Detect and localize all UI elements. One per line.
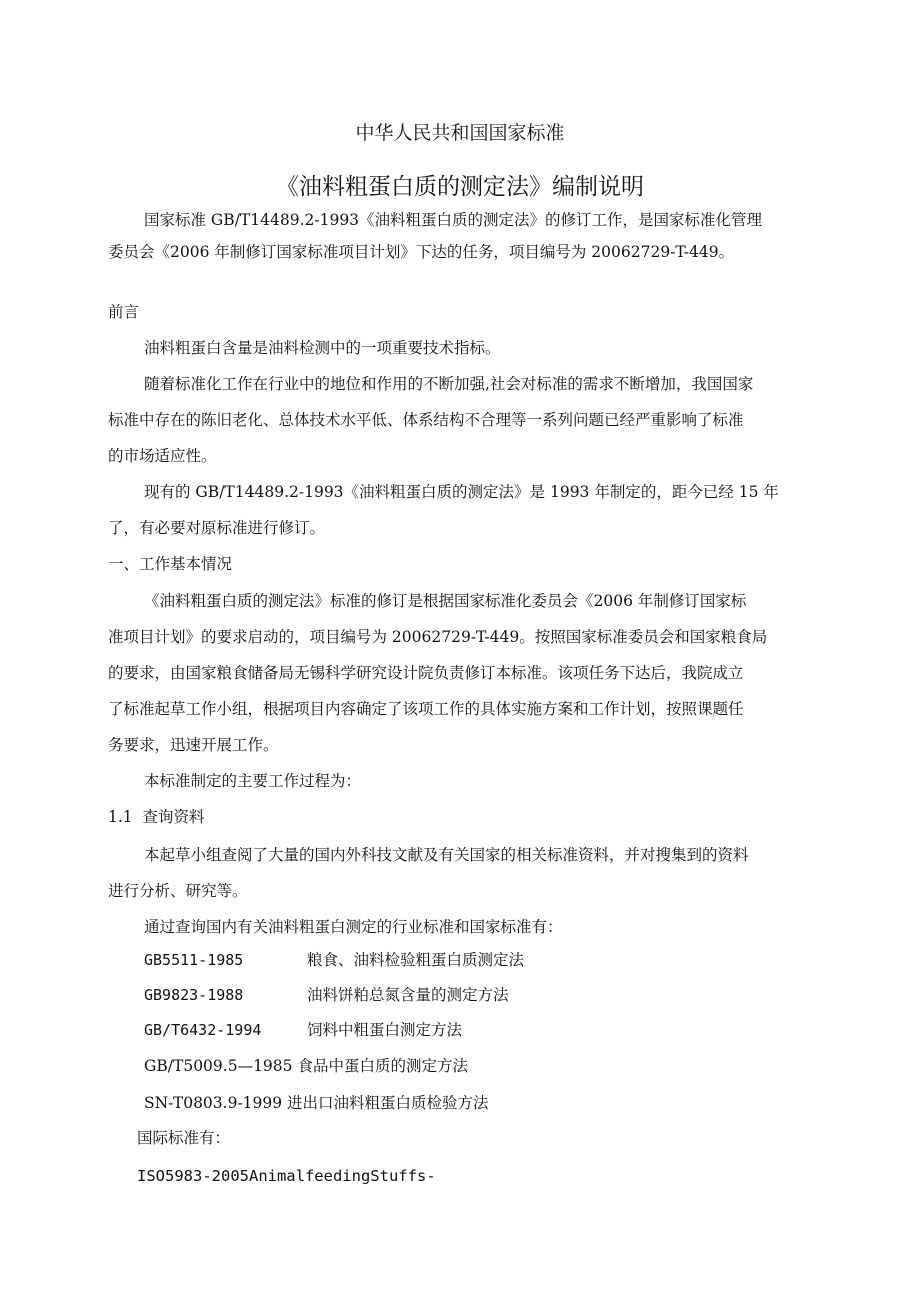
section-1-heading: 一、工作基本情况 [108, 555, 233, 573]
standard-code: GB/T6432-1994 [144, 1021, 262, 1039]
foreword-heading: 前言 [108, 303, 140, 321]
foreword-p2-line-2: 标准中存在的陈旧老化、总体技术水平低、体系结构不合理等一系列问题已经严重影响了标准 [108, 411, 744, 429]
section-1-paragraph-2: 本标准制定的主要工作过程为： [144, 772, 362, 790]
section-1-p1-line-1: 《油料粗蛋白质的测定法》标准的修订是根据国家标准化委员会《2006 年制修订国家标 [144, 592, 747, 610]
subsection-1-1-heading [108, 807, 205, 827]
subsection-p1-line-2: 进行分析、研究等。 [108, 882, 248, 900]
standard-name: 粮食、油料检验粗蛋白质测定法 [307, 951, 525, 969]
section-1-p1-line-4: 了标准起草工作小组，根据项目内容确定了该项工作的具体实施方案和工作计划，按照课题任 [108, 700, 744, 718]
subsection-p1-line-1: 本起草小组查阅了大量的国内外科技文献及有关国家的相关标准资料，并对搜集到的资料 [144, 846, 749, 864]
section-1-p1-line-5: 务要求，迅速开展工作。 [108, 736, 279, 754]
foreword-p3-line-2: 了，有必要对原标准进行修订。 [108, 519, 326, 537]
foreword-paragraph-1: 油料粗蛋白含量是油料检测中的一项重要技术指标。 [144, 339, 501, 357]
subsection-paragraph-2: 通过查询国内有关油料粗蛋白测定的行业标准和国家标准有： [144, 918, 563, 936]
subsection-title: 查询资料 [142, 808, 205, 826]
iso-standard-line: ISO5983-2005AnimalfeedingStuffs- [137, 1167, 436, 1185]
section-1-p1-line-2: 准项目计划》的要求启动的，项目编号为 20062729-T-449。按照国家标准委员会和国家粮食局 [108, 628, 768, 646]
standard-name: 油料饼粕总氮含量的测定方法 [307, 986, 509, 1004]
international-standards-heading: 国际标准有： [137, 1129, 231, 1147]
foreword-p2-line-1: 随着标准化工作在行业中的地位和作用的不断加强,社会对标准的需求不断增加，我国国家 [144, 375, 754, 393]
subsection-number: 1.1 [108, 808, 133, 826]
standard-code: GB9823-1988 [144, 986, 244, 1004]
standard-code: GB5511-1985 [144, 951, 244, 969]
standard-name: 饲料中粗蛋白测定方法 [307, 1021, 463, 1039]
document-subtitle: 《油料粗蛋白质的测定法》编制说明 [276, 174, 644, 200]
section-1-p1-line-3: 的要求，由国家粮食储备局无锡科学研究设计院负责修订本标准。该项任务下达后，我院成立 [108, 664, 744, 682]
intro-line-1: 国家标准 GB/T14489.2-1993《油料粗蛋白质的测定法》的修订工作，是国家标准化管理 [144, 211, 763, 229]
foreword-p3-line-1: 现有的 GB/T14489.2-1993《油料粗蛋白质的测定法》是 1993 年制定的，距今已经 15 年 [144, 483, 779, 501]
standard-item-5: SN-T0803.9-1999 进出口油料粗蛋白质检验方法 [144, 1094, 489, 1112]
document-title: 中华人民共和国国家标准 [355, 122, 565, 144]
standard-item-4: GB/T5009.5—1985 食品中蛋白质的测定方法 [144, 1057, 468, 1075]
foreword-p2-line-3: 的市场适应性。 [108, 447, 217, 465]
intro-line-2: 委员会《2006 年制修订国家标准项目计划》下达的任务，项目编号为 20062729-T-449。 [108, 243, 735, 261]
